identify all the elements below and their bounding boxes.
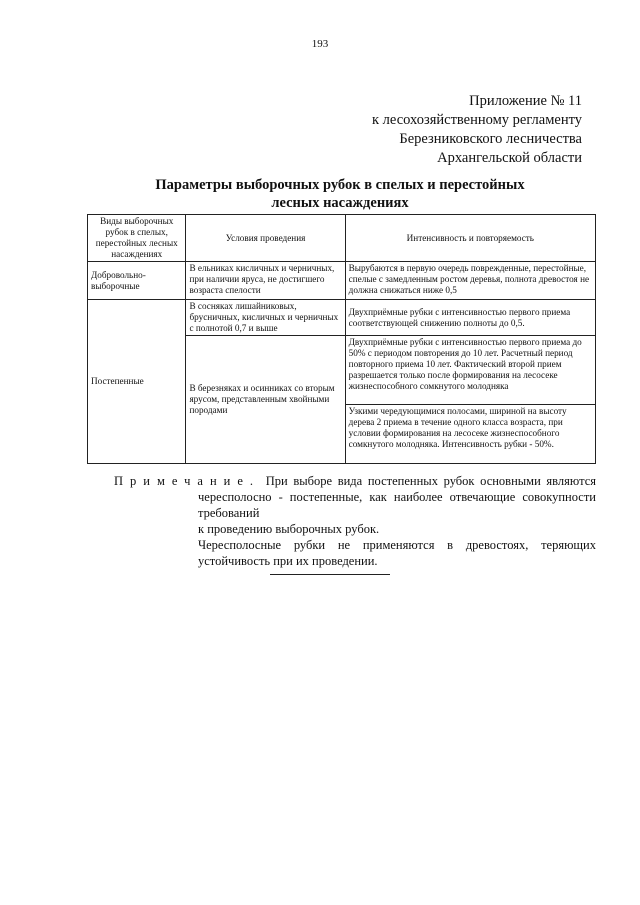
cell-cutting-type: Постепенные	[88, 300, 186, 464]
page-number: 193	[311, 38, 329, 50]
note-line-6: устойчивость при их проведении.	[198, 554, 378, 568]
title-line-2: лесных насаждениях	[271, 195, 409, 211]
note-line-5: Чересполосные рубки не применяются в древостоях, теряющих	[198, 538, 596, 552]
table-row	[88, 262, 596, 300]
note-label: Примечание.	[114, 474, 261, 488]
cell-intensity: Двухприёмные рубки с интенсивностью первого приема соответствующей снижению полноты до 0,5.	[345, 300, 595, 336]
appendix-heading	[302, 92, 582, 168]
cell-condition: В сосняках лишайниковых, брусничных, кисличных и черничных с полнотой 0,7 и выше	[186, 300, 345, 336]
cell-intensity: Вырубаются в первую очередь поврежденные, перестойные, спелые с замедленным ростом деревья, полнота древостоя не должна снижаться ниже 0,5	[345, 262, 595, 300]
appendix-number: Приложение № 11	[469, 93, 582, 109]
note-text: При выборе вида постепенных рубок основными являются	[265, 474, 596, 488]
note-line-2: чересполосно - постепенные, как наиболее отвечающие совокупности	[198, 490, 596, 504]
parameters-table-container	[87, 214, 596, 464]
header-cutting-type: Виды выборочных рубок в спелых, перестойных лесных насаждениях	[88, 215, 186, 262]
appendix-region: Архангельской области	[437, 150, 582, 166]
note-line-4: к проведению выборочных рубок.	[198, 522, 380, 536]
document-title	[100, 176, 580, 212]
closing-rule	[270, 574, 390, 575]
appendix-reference: к лесохозяйственному регламенту	[372, 112, 582, 128]
appendix-forestry: Березниковского лесничества	[399, 131, 582, 147]
footnote	[114, 473, 596, 569]
header-intensity: Интенсивность и повторяемость	[345, 215, 595, 262]
note-line-3: требований	[198, 506, 260, 520]
cell-condition: В березняках и осинниках со вторым ярусом, представленным хвойными породами	[186, 336, 345, 464]
title-line-1: Параметры выборочных рубок в спелых и перестойных	[155, 177, 525, 193]
table-header-row	[88, 215, 596, 262]
cell-cutting-type: Добровольно-выборочные	[88, 262, 186, 300]
cell-intensity: Узкими чередующимися полосами, шириной на высоту дерева 2 приема в течение одного класса возраста, при условии формирования на лесосеке жизнеспособного сомкнутого молодняка. Интенсивность рубки - 50%.	[345, 405, 595, 464]
cell-condition: В ельниках кисличных и черничных, при наличии яруса, не достигшего возраста спелости	[186, 262, 345, 300]
header-conditions: Условия проведения	[186, 215, 345, 262]
cell-intensity: Двухприёмные рубки с интенсивностью первого приема до 50% с периодом повторения до 10 лет. Расчетный период повторного приема 10 лет. Фактический второй прием разрешается только после формирования на лесосеке жизнеспособного сомкнутого молодняка	[345, 336, 595, 405]
note-line-1	[114, 473, 596, 489]
parameters-table	[87, 214, 596, 464]
table-row	[88, 300, 596, 336]
